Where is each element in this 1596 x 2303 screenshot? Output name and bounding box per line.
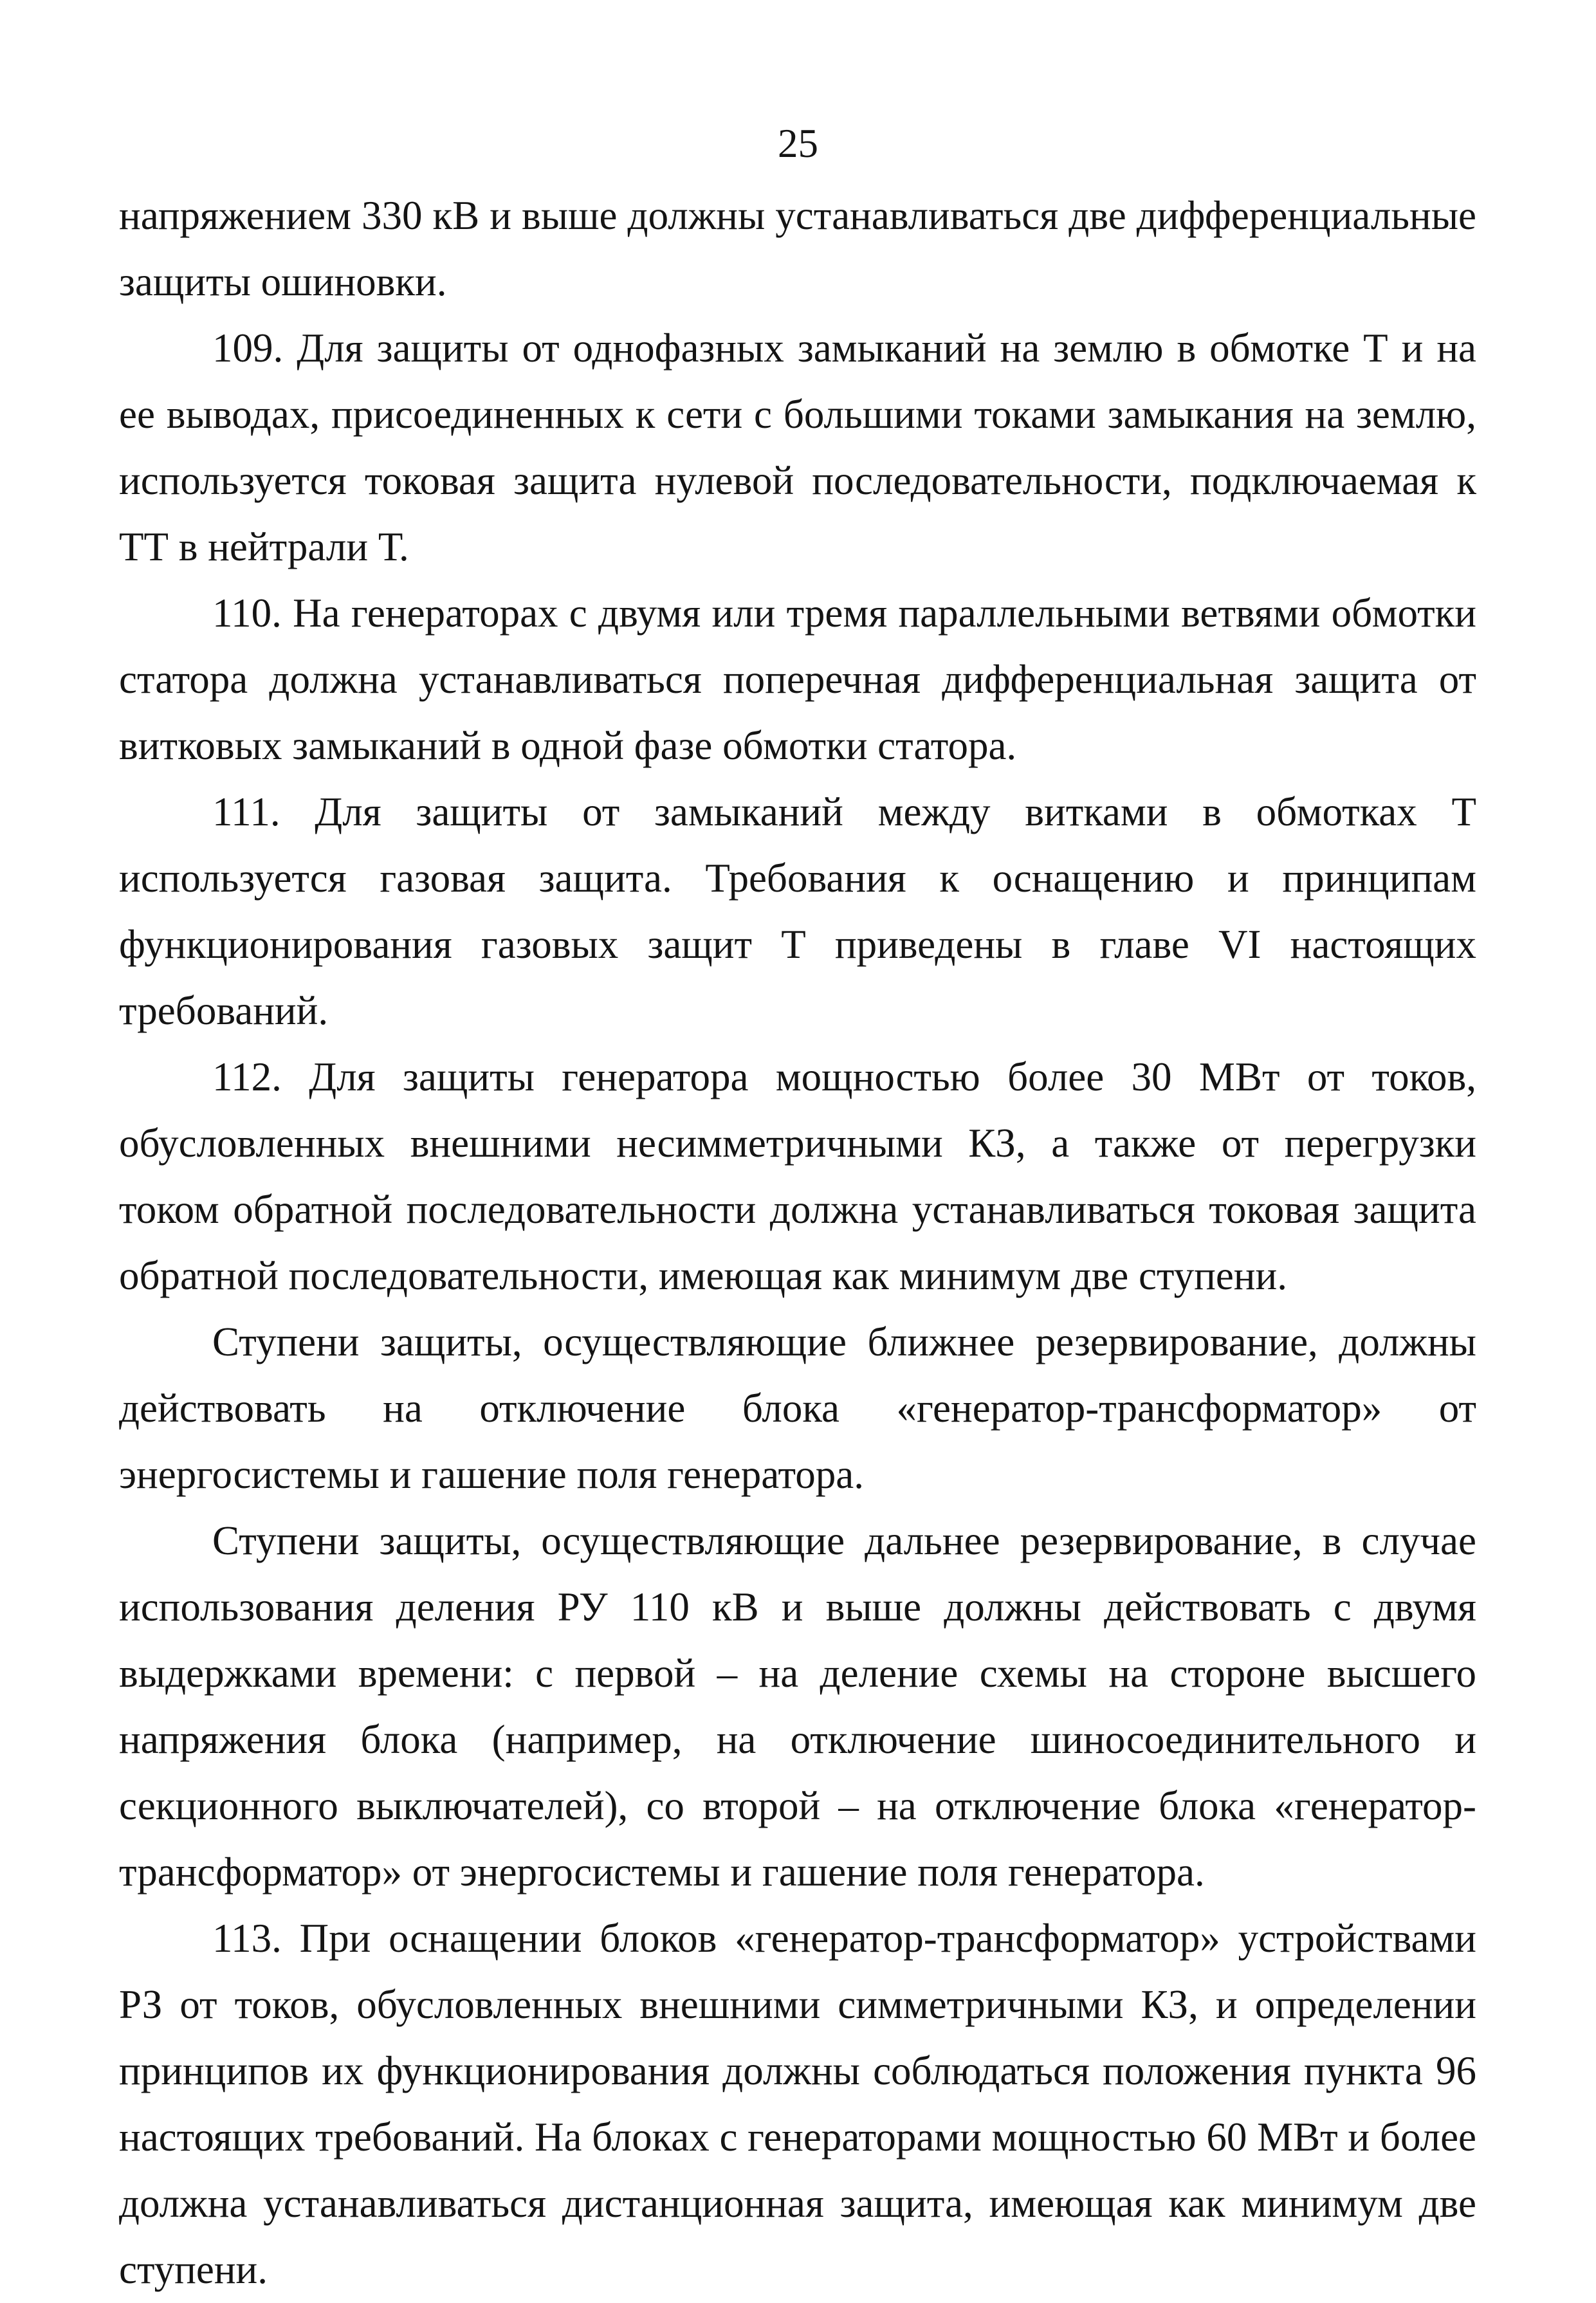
paragraph-item-112-near-reserve: Ступени защиты, осуществляющие ближнее резервирование, должны действовать на отключение блока «генератор-трансформатор» от энергосистемы и гашение поля генератора. xyxy=(119,1319,1476,1497)
page-number: 25 xyxy=(778,121,818,166)
paragraph-item-112-far-reserve: Ступени защиты, осуществляющие дальнее резервирование, в случае использования деления РУ 110 кВ и выше должны действовать с двумя выдержками времени: с первой – на деление схемы на стороне высшего напряжения блока (например, на отключение шиносоединительного и секционного выключателей), со второй – на отключение блока «генератор-трансформатор» от энергосистемы и гашение поля генератора. xyxy=(119,1518,1476,1895)
paragraph-item-110: 110. На генераторах с двумя или тремя параллельными ветвями обмотки статора должна устанавливаться поперечная дифференциальная защита от витковых замыканий в одной фазе обмотки статора. xyxy=(119,591,1476,768)
paragraph-item-112: 112. Для защиты генератора мощностью более 30 МВт от токов, обусловленных внешними несимметричными КЗ, а также от перегрузки током обратной последовательности должна устанавливаться токовая защита обратной последовательности, имеющая как минимум две ступени. xyxy=(119,1054,1476,1298)
paragraph-item-113: 113. При оснащении блоков «генератор-трансформатор» устройствами РЗ от токов, обусловленных внешними симметричными КЗ, и определении принципов их функционирования должны соблюдаться положения пункта 96 настоящих требований. На блоках с генераторами мощностью 60 МВт и более должна устанавливаться дистанционная защита, имеющая как минимум две ступени. xyxy=(119,1916,1476,2292)
paragraph-item-109: 109. Для защиты от однофазных замыканий на землю в обмотке Т и на ее выводах, присоединенных к сети с большими токами замыкания на землю, используется токовая защита нулевой последовательности, подключаемая к ТТ в нейтрали Т. xyxy=(119,326,1476,569)
document-body xyxy=(119,183,1476,2303)
paragraph-item-111: 111. Для защиты от замыканий между витками в обмотках Т используется газовая защита. Требования к оснащению и принципам функционирования газовых защит Т приведены в главе VI настоящих требований. xyxy=(119,789,1476,1033)
paragraph-continuation: напряжением 330 кВ и выше должны устанавливаться две дифференциальные защиты ошиновки. xyxy=(119,193,1476,304)
